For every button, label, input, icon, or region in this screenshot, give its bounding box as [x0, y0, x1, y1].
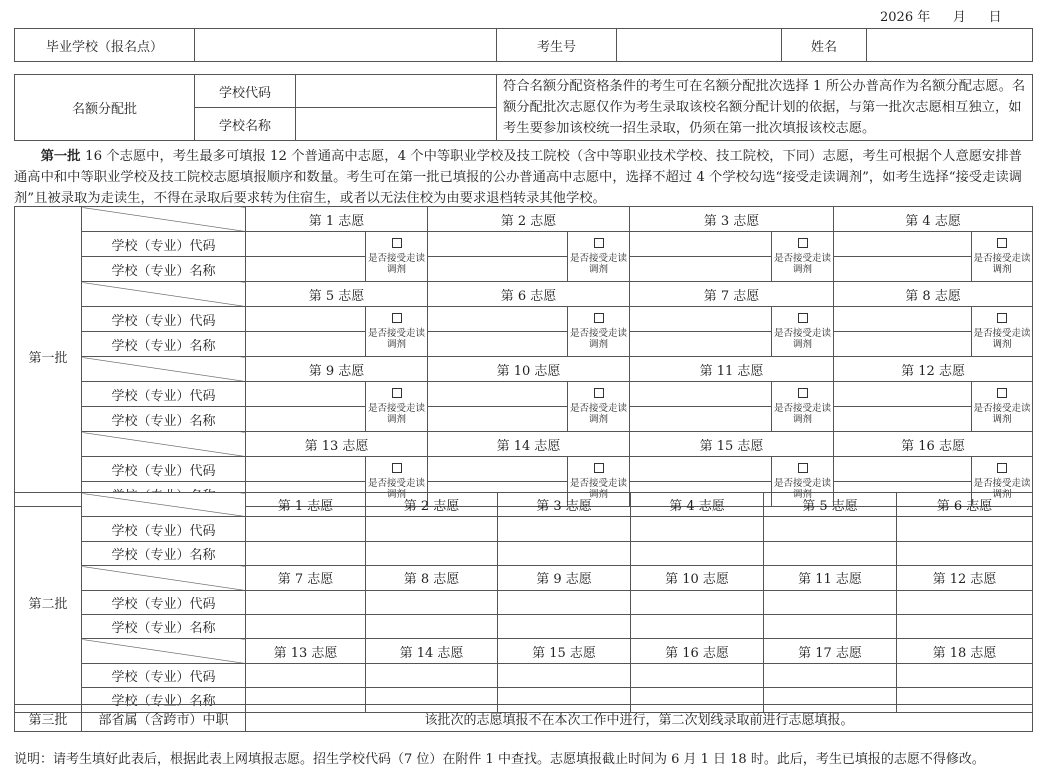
exam-no-label: 考生号 [497, 29, 617, 62]
checkbox-icon[interactable] [594, 238, 604, 248]
batch1-name-field[interactable] [834, 332, 972, 357]
accept-day-student-label: 是否接受走读调剂 [570, 253, 628, 275]
batch2-wish-header: 第 14 志愿 [366, 639, 498, 663]
batch2-wish-header: 第 5 志愿 [764, 493, 897, 517]
batch1-wish-header: 第 1 志愿 [246, 207, 428, 232]
batch1-code-field[interactable] [834, 232, 972, 257]
batch1-wish-header: 第 7 志愿 [630, 282, 834, 307]
batch1-code-field[interactable] [428, 457, 568, 482]
accept-day-student-label: 是否接受走读调剂 [774, 328, 832, 350]
batch2-code-label: 学校（专业）代码 [82, 517, 246, 541]
date-year: 2026 年 [880, 10, 931, 25]
batch2-code-label: 学校（专业）代码 [82, 590, 246, 614]
batch2-name-field[interactable] [366, 541, 498, 565]
batch1-name-field[interactable] [428, 257, 568, 282]
batch1-wish-header: 第 4 志愿 [834, 207, 1033, 232]
batch2-wish-header: 第 12 志愿 [897, 566, 1033, 590]
batch2-name-label: 学校（专业）名称 [82, 688, 246, 712]
batch3-table [14, 704, 1033, 732]
batch1-code-label: 学校（专业）代码 [82, 307, 246, 332]
batch2-code-field[interactable] [498, 663, 631, 687]
batch2-name-label: 学校（专业）名称 [82, 541, 246, 565]
batch1-wish-header: 第 13 志愿 [246, 432, 428, 457]
checkbox-icon[interactable] [798, 313, 808, 323]
batch2-code-field[interactable] [366, 517, 498, 541]
batch1-name-field[interactable] [428, 332, 568, 357]
batch2-label: 第二批 [15, 493, 82, 713]
accept-day-student-label: 是否接受走读调剂 [570, 403, 628, 425]
accept-day-student-label: 是否接受走读调剂 [973, 328, 1031, 350]
checkbox-icon[interactable] [392, 463, 402, 473]
batch1-code-field[interactable] [246, 382, 366, 407]
batch2-name-field[interactable] [246, 614, 366, 638]
checkbox-icon[interactable] [997, 238, 1007, 248]
checkbox-icon[interactable] [594, 388, 604, 398]
batch1-name-label: 学校（专业）名称 [82, 257, 246, 282]
checkbox-icon[interactable] [798, 238, 808, 248]
batch2-code-field[interactable] [366, 663, 498, 687]
batch2-name-field[interactable] [366, 614, 498, 638]
accept-day-student-label: 是否接受走读调剂 [368, 403, 426, 425]
diagonal-header-cell [82, 357, 246, 382]
quota-code-field[interactable] [296, 75, 497, 108]
checkbox-icon[interactable] [997, 463, 1007, 473]
form-date [880, 6, 1040, 25]
batch2-code-field[interactable] [498, 590, 631, 614]
batch2-wish-header: 第 4 志愿 [631, 493, 764, 517]
batch3-note: 该批次的志愿填报不在本次工作中进行，第二次划线录取前进行志愿填报。 [246, 705, 1033, 732]
batch1-wish-header: 第 10 志愿 [428, 357, 630, 382]
batch1-name-field[interactable] [246, 407, 366, 432]
batch2-wish-header: 第 13 志愿 [246, 639, 366, 663]
batch2-table [14, 492, 1033, 713]
school-label: 毕业学校（报名点） [15, 29, 195, 62]
batch2-code-field[interactable] [631, 517, 764, 541]
batch1-code-label: 学校（专业）代码 [82, 382, 246, 407]
quota-name-field[interactable] [296, 108, 497, 141]
diagonal-header-cell [82, 566, 246, 590]
batch1-code-label: 学校（专业）代码 [82, 232, 246, 257]
batch1-wish-header: 第 16 志愿 [834, 432, 1033, 457]
batch1-wish-header: 第 9 志愿 [246, 357, 428, 382]
diagonal-header-cell [82, 207, 246, 232]
batch2-name-field[interactable] [897, 541, 1033, 565]
accept-day-student-checkbox[interactable] [772, 307, 834, 357]
batch1-wish-header: 第 15 志愿 [630, 432, 834, 457]
name-label: 姓名 [782, 29, 867, 62]
batch1-name-field[interactable] [246, 332, 366, 357]
accept-day-student-checkbox[interactable] [972, 232, 1033, 282]
batch2-wish-header: 第 2 志愿 [366, 493, 498, 517]
batch2-code-field[interactable] [897, 590, 1033, 614]
date-day: 日 [988, 10, 1002, 25]
batch2-wish-header: 第 10 志愿 [631, 566, 764, 590]
quota-name-label: 学校名称 [195, 108, 296, 141]
quota-batch-label: 名额分配批 [15, 75, 195, 141]
batch2-code-field[interactable] [246, 517, 366, 541]
batch2-code-field[interactable] [498, 517, 631, 541]
batch1-wish-header: 第 14 志愿 [428, 432, 630, 457]
accept-day-student-checkbox[interactable] [568, 382, 630, 432]
batch1-code-field[interactable] [834, 307, 972, 332]
accept-day-student-label: 是否接受走读调剂 [570, 478, 628, 500]
batch2-code-field[interactable] [764, 517, 897, 541]
school-field[interactable] [195, 29, 497, 62]
accept-day-student-label: 是否接受走读调剂 [973, 403, 1031, 425]
batch1-code-field[interactable] [428, 382, 568, 407]
accept-day-student-label: 是否接受走读调剂 [973, 253, 1031, 275]
batch1-wish-header: 第 8 志愿 [834, 282, 1033, 307]
batch1-wish-header: 第 11 志愿 [630, 357, 834, 382]
batch1-code-field[interactable] [630, 232, 772, 257]
batch1-code-field[interactable] [246, 232, 366, 257]
batch2-name-label: 学校（专业）名称 [82, 614, 246, 638]
batch2-name-field[interactable] [764, 614, 897, 638]
batch1-wish-header: 第 5 志愿 [246, 282, 428, 307]
batch3-label: 第三批 [15, 705, 82, 732]
batch1-name-label: 学校（专业）名称 [82, 332, 246, 357]
checkbox-icon[interactable] [392, 313, 402, 323]
accept-day-student-label: 是否接受走读调剂 [774, 403, 832, 425]
accept-day-student-label: 是否接受走读调剂 [774, 253, 832, 275]
batch2-code-field[interactable] [897, 517, 1033, 541]
batch1-name-field[interactable] [630, 257, 772, 282]
batch2-code-field[interactable] [764, 590, 897, 614]
diagonal-header-cell [82, 432, 246, 457]
batch1-wish-header: 第 2 志愿 [428, 207, 630, 232]
accept-day-student-checkbox[interactable] [366, 382, 428, 432]
accept-day-student-checkbox[interactable] [972, 382, 1033, 432]
quota-batch-table [14, 74, 1033, 141]
student-info-table [14, 28, 1033, 62]
batch2-name-field[interactable] [897, 614, 1033, 638]
batch2-code-field[interactable] [897, 663, 1033, 687]
accept-day-student-label: 是否接受走读调剂 [368, 328, 426, 350]
batch1-code-field[interactable] [630, 382, 772, 407]
checkbox-icon[interactable] [997, 313, 1007, 323]
checkbox-icon[interactable] [997, 388, 1007, 398]
batch1-label: 第一批 [15, 207, 82, 507]
batch1-instructions [14, 146, 1032, 209]
checkbox-icon[interactable] [392, 388, 402, 398]
accept-day-student-label: 是否接受走读调剂 [368, 253, 426, 275]
intro-body: 16 个志愿中，考生最多可填报 12 个普通高中志愿，4 个中等职业学校及技工院校（含中等职业技术学校、技工院校，下同）志愿，考生可根据个人意愿安排普通高中和中等职业学校及技工院校志愿填报顺序和数量。考生可在第一批已填报的公办普通高中志愿中，选择不超过 4 个学校勾选“接受走读调剂”，如考生选择“接受走读调剂”且被录取为走读生，不得在录取后要求转为住宿生，或者以无法住校为由要求退档转录其他学校。 [14, 149, 1022, 206]
checkbox-icon[interactable] [798, 463, 808, 473]
checkbox-icon[interactable] [594, 313, 604, 323]
batch1-name-field[interactable] [428, 407, 568, 432]
accept-day-student-label: 是否接受走读调剂 [368, 478, 426, 500]
accept-day-student-checkbox[interactable] [772, 382, 834, 432]
batch2-code-label: 学校（专业）代码 [82, 663, 246, 687]
batch2-wish-header: 第 1 志愿 [246, 493, 366, 517]
batch1-code-field[interactable] [834, 457, 972, 482]
batch2-wish-header: 第 3 志愿 [498, 493, 631, 517]
batch1-wish-header: 第 3 志愿 [630, 207, 834, 232]
batch2-code-field[interactable] [631, 663, 764, 687]
batch2-name-field[interactable] [498, 541, 631, 565]
batch1-code-field[interactable] [428, 232, 568, 257]
batch1-code-field[interactable] [428, 307, 568, 332]
batch2-name-field[interactable] [764, 541, 897, 565]
batch2-name-field[interactable] [246, 541, 366, 565]
batch2-wish-header: 第 11 志愿 [764, 566, 897, 590]
batch2-wish-header: 第 16 志愿 [631, 639, 764, 663]
batch1-table [14, 206, 1033, 507]
batch1-code-field[interactable] [246, 307, 366, 332]
accept-day-student-checkbox[interactable] [972, 307, 1033, 357]
checkbox-icon[interactable] [392, 238, 402, 248]
batch2-code-field[interactable] [246, 590, 366, 614]
batch2-code-field[interactable] [764, 663, 897, 687]
batch1-name-field[interactable] [834, 257, 972, 282]
batch2-code-field[interactable] [366, 590, 498, 614]
diagonal-header-cell [82, 639, 246, 663]
accept-day-student-checkbox[interactable] [772, 232, 834, 282]
footer-note: 说明：请考生填好此表后，根据此表上网填报志愿。招生学校代码（7 位）在附件 1 中查找。志愿填报截止时间为 6 月 1 日 18 时。此后，考生已填报的志愿不得修改。 [14, 752, 985, 767]
accept-day-student-checkbox[interactable] [366, 232, 428, 282]
exam-no-field[interactable] [617, 29, 782, 62]
quota-code-label: 学校代码 [195, 75, 296, 108]
batch2-code-field[interactable] [631, 590, 764, 614]
batch2-wish-header: 第 9 志愿 [498, 566, 631, 590]
batch1-name-field[interactable] [630, 407, 772, 432]
name-field[interactable] [867, 29, 1033, 62]
accept-day-student-label: 是否接受走读调剂 [774, 478, 832, 500]
batch1-name-label: 学校（专业）名称 [82, 407, 246, 432]
intro-lead: 第一批 [40, 149, 86, 164]
batch1-code-field[interactable] [834, 382, 972, 407]
accept-day-student-checkbox[interactable] [568, 307, 630, 357]
batch1-code-field[interactable] [630, 457, 772, 482]
batch1-code-field[interactable] [630, 307, 772, 332]
batch2-name-field[interactable] [498, 614, 631, 638]
batch2-name-field[interactable] [631, 541, 764, 565]
batch2-name-field[interactable] [631, 614, 764, 638]
accept-day-student-checkbox[interactable] [568, 232, 630, 282]
checkbox-icon[interactable] [594, 463, 604, 473]
batch1-name-field[interactable] [834, 407, 972, 432]
quota-note: 符合名额分配资格条件的考生可在名额分配批次选择 1 所公办普高作为名额分配志愿。名额分配批次志愿仅作为考生录取该校名额分配计划的依据，与第一批次志愿相互独立，如考生要参加该校统一招生录取，仍须在第一批次填报该校志愿。 [497, 75, 1033, 141]
date-month: 月 [952, 10, 966, 25]
accept-day-student-label: 是否接受走读调剂 [973, 478, 1031, 500]
batch2-wish-header: 第 6 志愿 [897, 493, 1033, 517]
batch1-wish-header: 第 6 志愿 [428, 282, 630, 307]
batch1-name-field[interactable] [246, 257, 366, 282]
batch2-wish-header: 第 17 志愿 [764, 639, 897, 663]
batch2-wish-header: 第 18 志愿 [897, 639, 1033, 663]
batch2-code-field[interactable] [246, 663, 366, 687]
batch2-wish-header: 第 7 志愿 [246, 566, 366, 590]
batch2-wish-header: 第 15 志愿 [498, 639, 631, 663]
batch1-name-field[interactable] [630, 332, 772, 357]
batch1-code-field[interactable] [246, 457, 366, 482]
batch3-scope: 部省属（含跨市）中职 [82, 705, 246, 732]
batch1-code-label: 学校（专业）代码 [82, 457, 246, 482]
diagonal-header-cell [82, 493, 246, 517]
accept-day-student-checkbox[interactable] [366, 307, 428, 357]
batch2-wish-header: 第 8 志愿 [366, 566, 498, 590]
accept-day-student-label: 是否接受走读调剂 [570, 328, 628, 350]
batch1-wish-header: 第 12 志愿 [834, 357, 1033, 382]
diagonal-header-cell [82, 282, 246, 307]
checkbox-icon[interactable] [798, 388, 808, 398]
